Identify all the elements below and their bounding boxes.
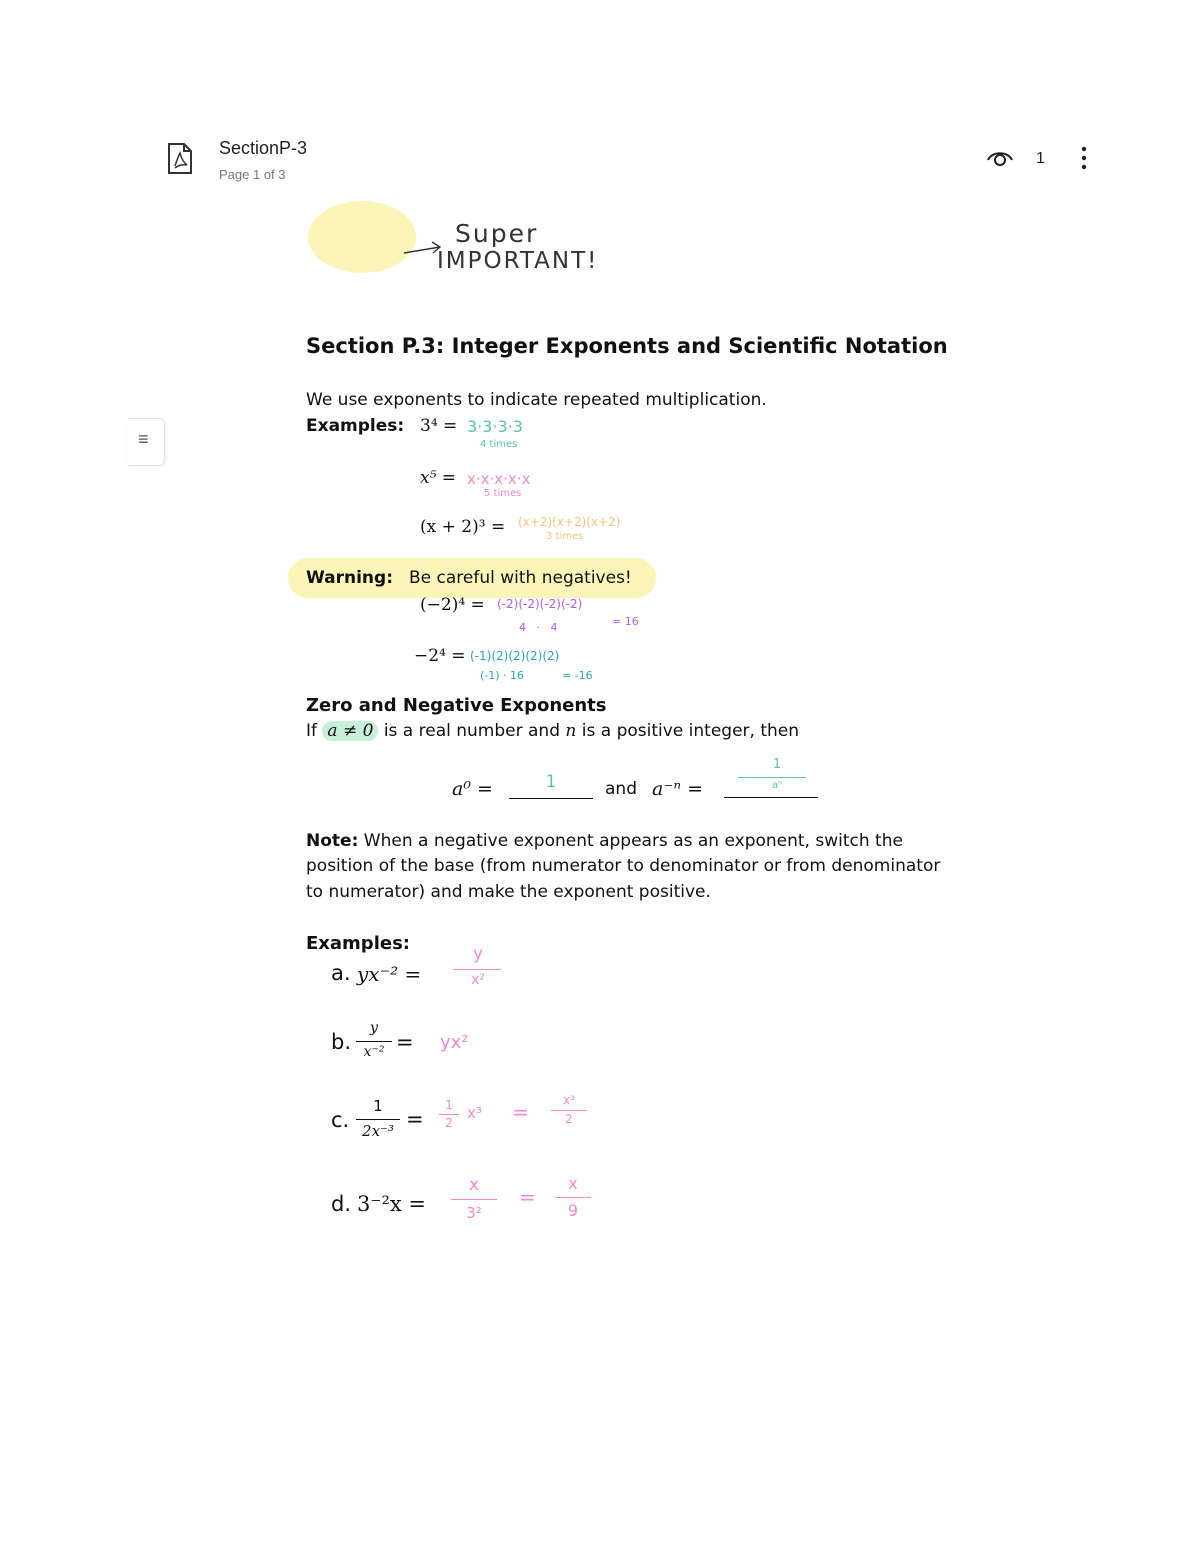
note-text-1: When a negative exponent appears as an exponent, switch the (363, 831, 903, 851)
answer-neg-den: aⁿ (771, 780, 783, 791)
eye-icon[interactable] (986, 148, 1014, 168)
example-d-expr: 3⁻²x = (357, 1192, 426, 1216)
note-label: Note: (306, 831, 359, 851)
sidebar-toggle[interactable] (128, 418, 165, 466)
formula-a-neg-n: a⁻ⁿ = (652, 778, 704, 800)
warning-text: Be careful with negatives! (409, 568, 632, 588)
example-d-answer1-num: x (468, 1175, 480, 1195)
example-3-answer: (x+2)(x+2)(x+2) (518, 515, 621, 529)
example-1-note: 4 times (480, 439, 518, 450)
warning-label: Warning: (306, 568, 394, 588)
definition-if: If (306, 721, 317, 741)
pdf-file-icon (166, 142, 194, 176)
warning-ex2-result: = -16 (562, 669, 593, 682)
answer-a-zero: 1 (545, 772, 557, 792)
warning-ex2-work: (-1) · 16 (480, 669, 525, 682)
example-c-num: 1 (373, 1097, 383, 1115)
example-d-answer1-bar (451, 1199, 497, 1200)
menu-icon: ≡ (138, 429, 149, 449)
note-line-2: position of the base (from numerator to denominator or from denominator (306, 856, 941, 876)
page-indicator: Page 1 of 3 (219, 167, 286, 182)
example-c-answer2-num: x³ (563, 1093, 575, 1107)
formula-and: and (605, 779, 637, 799)
example-c-answer1-tail: x³ (467, 1104, 482, 1122)
example-b-letter: b. (331, 1030, 352, 1054)
examples-label: Examples: (306, 416, 405, 436)
example-c-answer2-den: 2 (565, 1112, 573, 1126)
annotation-super: Super (455, 219, 539, 248)
example-c-eq: = (406, 1107, 424, 1131)
example-2-lhs: x⁵ = (420, 468, 457, 488)
example-b-den: x⁻² (363, 1044, 385, 1060)
example-d-eq2: = (519, 1185, 536, 1209)
intro-text: We use exponents to indicate repeated multiplication. (306, 390, 767, 410)
zero-neg-heading: Zero and Negative Exponents (306, 695, 607, 716)
definition-mid: is a real number and (383, 721, 560, 741)
example-c-bar (356, 1119, 400, 1120)
example-c-den: 2x⁻³ (362, 1122, 394, 1140)
more-vertical-icon[interactable] (1074, 144, 1094, 172)
definition-post: is a positive integer, then (581, 721, 799, 741)
view-count: 1 (1036, 150, 1045, 167)
document-title: SectionP-3 (219, 138, 308, 158)
example-a-answer-bar (453, 969, 501, 970)
example-1-lhs: 3⁴ = (420, 416, 458, 436)
warning-ex1-lhs: (−2)⁴ = (420, 595, 485, 615)
zero-neg-definition (306, 721, 799, 741)
answer-neg-fraction-bar (738, 777, 806, 778)
example-a-answer-den: x² (471, 972, 485, 988)
definition-n: n (565, 721, 577, 741)
warning-ex1-work: 4 · 4 (519, 621, 558, 634)
example-d-answer2-den: 9 (567, 1201, 579, 1220)
example-c-answer1-den: 2 (445, 1116, 453, 1130)
note-line-3: to numerator) and make the exponent positive. (306, 882, 711, 902)
warning-ex1-result: = 16 (612, 615, 639, 628)
example-b-bar (356, 1041, 392, 1042)
example-2-answer: x·x·x·x·x (467, 470, 531, 488)
example-a-letter: a. (331, 961, 351, 985)
note-line-1 (306, 831, 903, 851)
example-1-answer: 3·3·3·3 (467, 417, 523, 436)
blank-a-zero (509, 772, 593, 799)
annotation-important: IMPORTANT! (437, 248, 599, 274)
example-d-answer2-bar (555, 1197, 591, 1198)
example-a-answer-num: y (472, 944, 484, 964)
example-c-letter: c. (331, 1108, 350, 1132)
section-heading: Section P.3: Integer Exponents and Scientific Notation (306, 334, 948, 358)
example-c-eq2: = (512, 1100, 529, 1124)
warning-ex1-answer: (-2)(-2)(-2)(-2) (497, 597, 583, 611)
example-a-expr: yx⁻² = (357, 962, 422, 986)
examples-2-label: Examples: (306, 933, 410, 954)
blank-a-neg-n (724, 797, 818, 798)
example-b-num: y (370, 1020, 378, 1036)
answer-neg-num: 1 (772, 757, 782, 772)
example-3-lhs: (x + 2)³ = (420, 517, 506, 537)
definition-condition: a ≠ 0 (322, 721, 378, 741)
example-3-note: 3 times (546, 531, 584, 542)
example-b-answer: yx² (440, 1032, 469, 1053)
example-b-eq: = (396, 1030, 414, 1054)
warning-ex2-answer: (-1)(2)(2)(2)(2) (470, 649, 560, 663)
example-d-letter: d. (331, 1192, 352, 1216)
example-d-answer1-den: 3² (466, 1204, 482, 1222)
example-c-answer1-num: 1 (445, 1098, 453, 1112)
example-c-answer1-bar (439, 1114, 459, 1115)
example-2-note: 5 times (484, 488, 522, 499)
formula-a-zero: a⁰ = (452, 778, 493, 800)
example-c-answer2-bar (551, 1110, 587, 1111)
warning-ex2-lhs: −2⁴ = (414, 646, 466, 666)
example-d-answer2-num: x (568, 1174, 578, 1193)
